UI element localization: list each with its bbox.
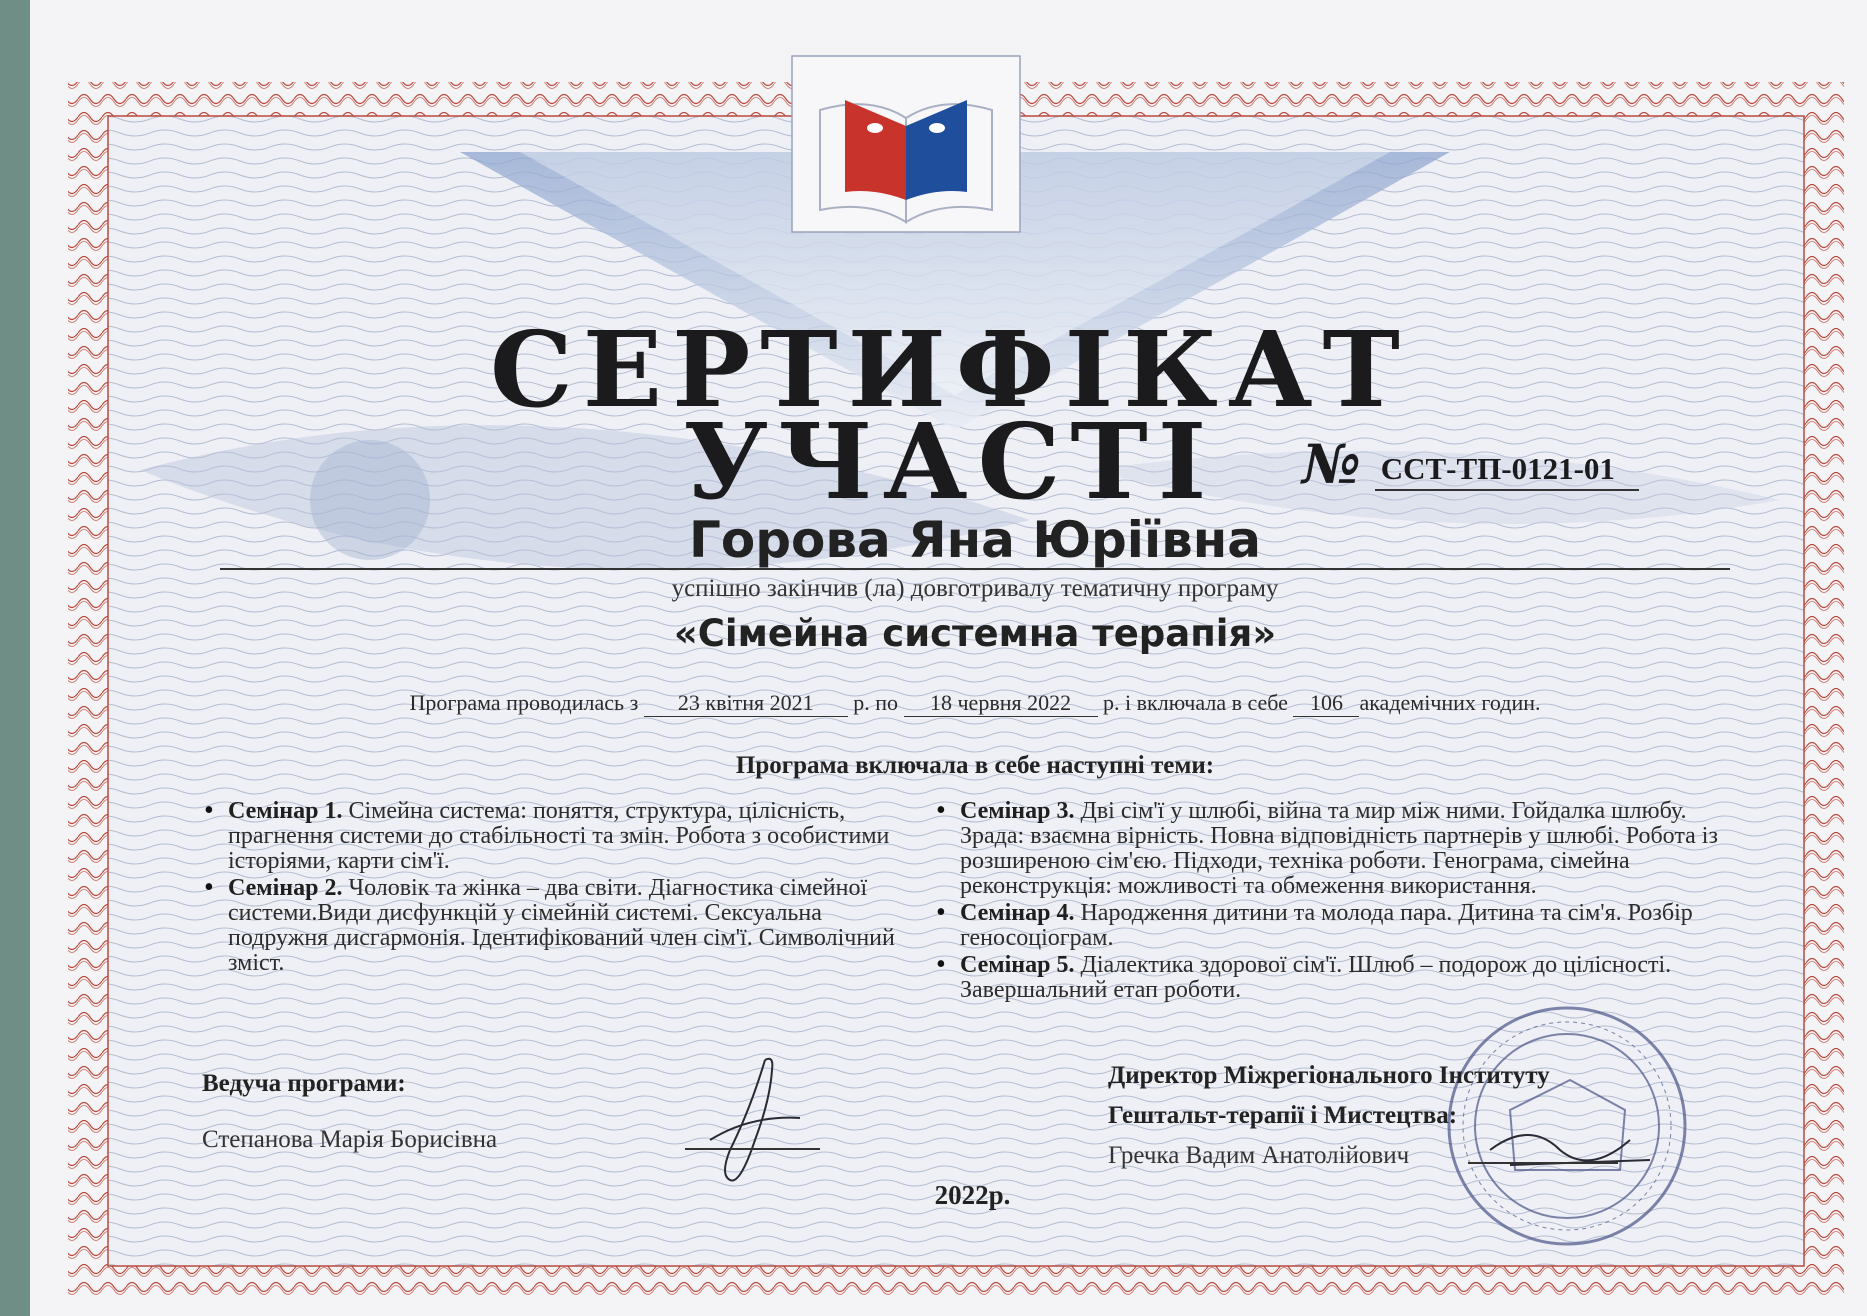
director-title-line2: Гештальт-терапії і Мистецтва: [1108, 1102, 1458, 1129]
list-item [960, 953, 1730, 1003]
certificate-paper [30, 0, 1867, 1316]
program-dates [220, 690, 1730, 717]
lead-signature-line [685, 1148, 820, 1150]
start-date: 23 квітня 2021 [644, 690, 848, 717]
certificate-number [1302, 432, 1639, 496]
certificate-title-line1: СЕРТИФІКАТ [490, 308, 1410, 431]
dates-suffix1: р. і включала в себе [1103, 690, 1288, 715]
seminars-left [202, 799, 928, 978]
list-item [960, 799, 1730, 899]
dates-prefix: Програма проводилась з [409, 690, 639, 715]
director-signature-line [1468, 1162, 1618, 1164]
seminar-title: Семінар 1. [228, 798, 343, 824]
open-book-faces-logo [792, 56, 1020, 232]
list-item [228, 876, 928, 976]
seminar-text: Чоловік та жінка – два світи. Діагностика сімейної системи.Види дисфункцій у сімейній системі. Сексуальна подружня дисгармонія. Ідентифікований член сім'ї. Символічний зміст. [228, 875, 895, 976]
list-item [228, 799, 928, 874]
seminar-title: Семінар 5. [960, 952, 1075, 978]
seminar-title: Семінар 4. [960, 900, 1075, 926]
number-symbol: № [1302, 432, 1361, 496]
program-name: «Сімейна системна терапія» [673, 612, 1277, 655]
seminar-text: Діалектика здорової сім'ї. Шлюб – подорож до цілісності. Завершальний етап роботи. [960, 952, 1672, 1003]
director-title-line1: Директор Міжрегіонального Інституту [1108, 1062, 1550, 1089]
participant-name: Горова Яна Юріївна [220, 512, 1730, 570]
completion-text: успішно закінчив (ла) довготривалу тематичну програму [671, 575, 1279, 602]
seminars-right [934, 799, 1730, 1005]
certificate-year: 2022р. [934, 1180, 1011, 1210]
seminar-text: Народження дитини та молода пара. Дитина та сім'я. Розбір геносоціограм. [960, 900, 1693, 951]
seminar-text: Дві сім'ї у шлюбі, війна та мир між ними. Гойдалка шлюбу. Зрада: взаємна вірність. Повна відповідність партнерів у шлюбі. Робота із розширеною сім'єю. Підходи, техніка роботи. Генограма, сімейна реконструкція: можливості та обмеження використання. [960, 798, 1718, 899]
certificate-background [30, 0, 1867, 1316]
hours: 106 [1293, 690, 1359, 717]
lead-name: Степанова Марія Борисівна [202, 1126, 498, 1153]
certificate-number-value: ССТ-ТП-0121-01 [1375, 451, 1639, 491]
topics-heading: Програма включала в себе наступні теми: [735, 752, 1215, 779]
end-date: 18 червня 2022 [904, 690, 1098, 717]
seminar-text: Сімейна система: поняття, структура, цілісність, прагнення системи до стабільності та змін. Робота з особистими історіями, карти сім'ї. [228, 798, 890, 874]
dates-mid: р. по [853, 690, 899, 715]
seminar-title: Семінар 3. [960, 798, 1075, 824]
seminar-title: Семінар 2. [228, 875, 343, 901]
dates-suffix2: академічних годин. [1359, 690, 1541, 715]
lead-label: Ведуча програми: [202, 1070, 406, 1097]
certificate-title-line2: УЧАСТІ [683, 400, 1217, 523]
list-item [960, 901, 1730, 951]
director-name: Гречка Вадим Анатолійович [1108, 1142, 1410, 1169]
